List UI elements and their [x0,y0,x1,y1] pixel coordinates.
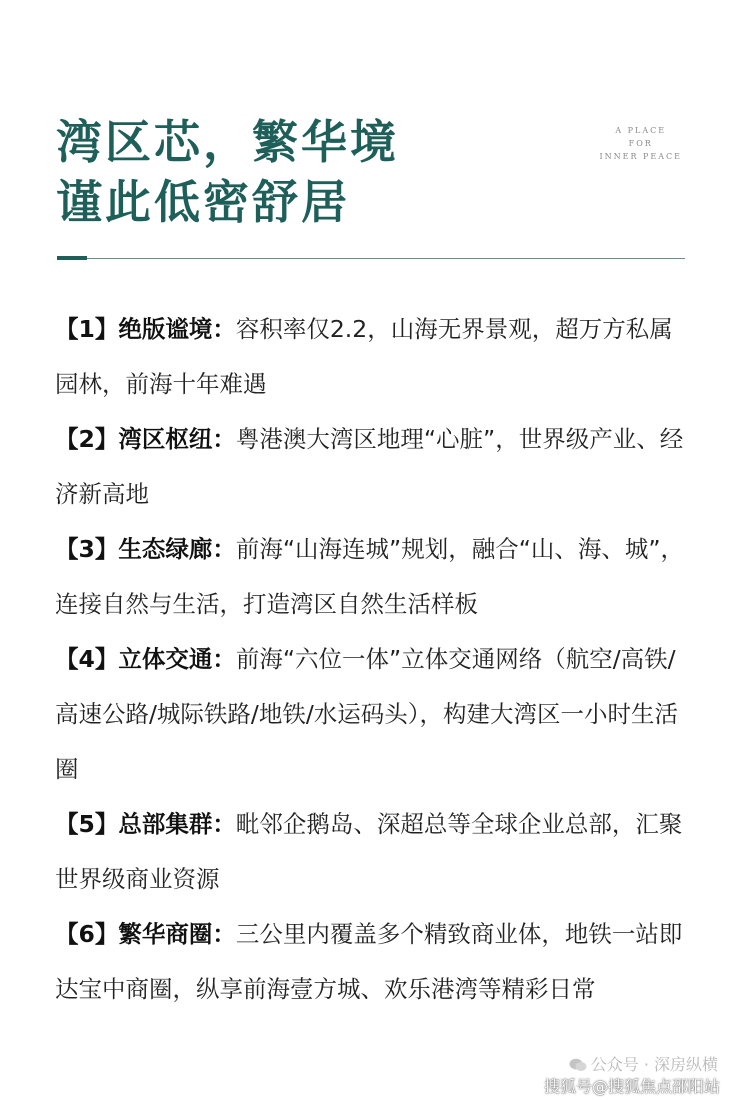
feature-heading: 【2】湾区枢纽： [55,425,236,453]
feature-item-4 [55,632,695,797]
feature-heading: 【1】绝版谧境： [55,315,236,343]
page-title [56,112,399,232]
feature-text: 三公里内覆盖多个精致商业体，地铁一站即达宝中商圈，纵享前海壹方城、欢乐港湾等精彩日常 [55,920,683,1003]
divider-line [57,258,685,259]
watermark [569,1052,718,1075]
title-line-1: 湾区芯，繁华境 [56,115,399,169]
tagline-line-1: A PLACE [615,126,667,135]
source-credit: 搜狐号@搜狐焦点邵阳站 [543,1077,720,1096]
feature-text: 容积率仅2.2，山海无界景观，超万方私属园林，前海十年难遇 [55,315,673,398]
tagline-line-2: FOR [628,139,653,148]
feature-item-5 [55,797,695,907]
feature-text: 前海“山海连城”规划，融合“山、海、城”，连接自然与生活，打造湾区自然生活样板 [55,535,685,618]
feature-item-2 [55,412,695,522]
feature-text: 毗邻企鹅岛、深超总等全球企业总部，汇聚世界级商业资源 [55,810,683,893]
watermark-text: 公众号 · 深房纵横 [590,1055,718,1074]
feature-item-3 [55,522,695,632]
feature-item-1 [55,302,695,412]
feature-heading: 【4】立体交通： [55,645,236,673]
wechat-icon [569,1057,587,1071]
feature-text: 粤港澳大湾区地理“心脏”，世界级产业、经济新高地 [55,425,684,508]
feature-text: 前海“六位一体”立体交通网络（航空/高铁/高速公路/城际铁路/地铁/水运码头），构建大湾区一小时生活圈 [55,645,679,783]
feature-heading: 【3】生态绿廊： [55,535,236,563]
tagline [599,124,682,163]
feature-heading: 【6】繁华商圈： [55,920,236,948]
title-line-2: 谨此低密舒居 [56,175,350,229]
feature-item-6 [55,907,695,1017]
feature-heading: 【5】总部集群： [55,810,236,838]
tagline-line-3: INNER PEACE [599,152,682,161]
feature-list [55,302,695,1017]
divider-accent [57,256,87,260]
